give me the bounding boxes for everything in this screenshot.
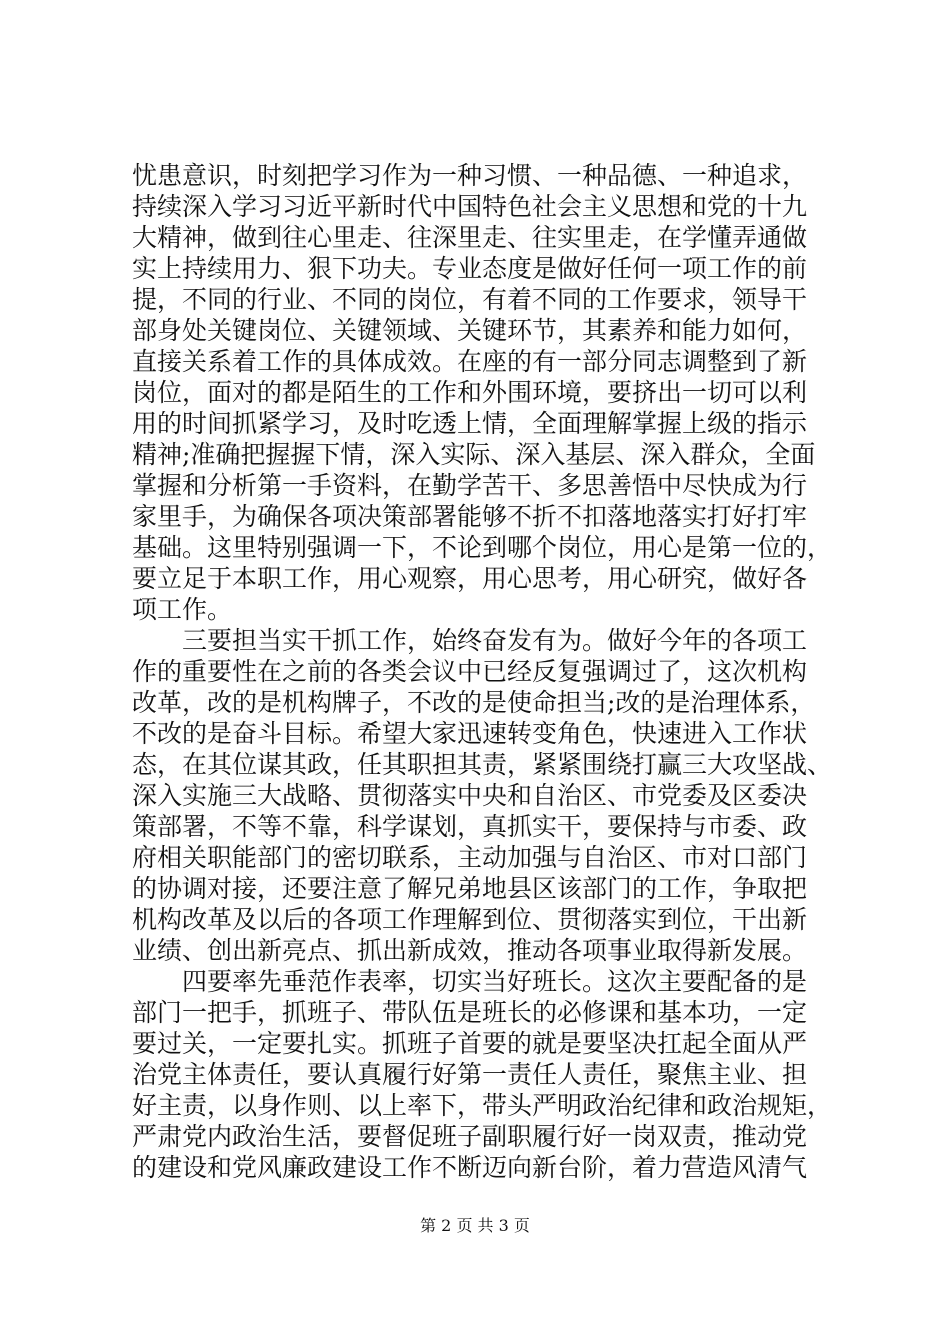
text-line: 好主责，以身作则、以上率下，带头严明政治纪律和政治规矩， bbox=[132, 1091, 833, 1120]
text-line: 改革，改的是机构牌子，不改的是使命担当;改的是治理体系， bbox=[132, 688, 816, 717]
text-line: 直接关系着工作的具体成效。在座的有一部分同志调整到了新 bbox=[132, 347, 808, 376]
text-line: 治党主体责任，要认真履行好第一责任人责任，聚焦主业、担 bbox=[132, 1060, 808, 1089]
text-line: 提，不同的行业、不同的岗位，有着不同的工作要求，领导干 bbox=[132, 285, 808, 314]
text-line: 精神;准确把握握下情，深入实际、深入基层、深入群众，全面 bbox=[132, 440, 816, 469]
text-line: 部门一把手，抓班子、带队伍是班长的必修课和基本功，一定 bbox=[132, 998, 808, 1027]
text-line: 要过关，一定要扎实。抓班子首要的就是要坚决扛起全面从严 bbox=[132, 1029, 808, 1058]
text-line: 大精神，做到往心里走、往深里走、往实里走，在学懂弄通做 bbox=[132, 223, 808, 252]
text-line: 严肃党内政治生活，要督促班子副职履行好一岗双责，推动党 bbox=[132, 1122, 808, 1151]
text-line: 深入实施三大战略、贯彻落实中央和自治区、市党委及区委决 bbox=[132, 781, 808, 810]
text-line: 家里手，为确保各项决策部署能够不折不扣落地落实打好打牢 bbox=[132, 502, 808, 531]
text-line: 态，在其位谋其政，任其职担其责，紧紧围绕打赢三大攻坚战、 bbox=[132, 750, 833, 779]
text-line: 要立足于本职工作，用心观察，用心思考，用心研究，做好各 bbox=[132, 564, 808, 593]
text-line: 的协调对接，还要注意了解兄弟地县区该部门的工作，争取把 bbox=[132, 874, 808, 903]
text-line: 用的时间抓紧学习，及时吃透上情，全面理解掌握上级的指示 bbox=[132, 409, 808, 438]
text-line: 项工作。 bbox=[132, 595, 233, 624]
text-line: 作的重要性在之前的各类会议中已经反复强调过了，这次机构 bbox=[132, 657, 808, 686]
page-footer: 第 2 页 共 3 页 bbox=[420, 1216, 530, 1235]
text-line: 不改的是奋斗目标。希望大家迅速转变角色，快速进入工作状 bbox=[132, 719, 808, 748]
text-line: 忧患意识，时刻把学习作为一种习惯、一种品德、一种追求， bbox=[132, 161, 808, 190]
text-line: 机构改革及以后的各项工作理解到位、贯彻落实到位，干出新 bbox=[132, 905, 808, 934]
text-line: 的建设和党风廉政建设工作不断迈向新台阶，着力营造风清气 bbox=[132, 1153, 808, 1182]
text-line: 部身处关键岗位、关键领域、关键环节，其素养和能力如何， bbox=[132, 316, 808, 345]
text-line: 策部署，不等不靠，科学谋划，真抓实干，要保持与市委、政 bbox=[132, 812, 808, 841]
text-line: 基础。这里特别强调一下，不论到哪个岗位，用心是第一位的， bbox=[132, 533, 833, 562]
text-line: 府相关职能部门的密切联系，主动加强与自治区、市对口部门 bbox=[132, 843, 808, 872]
text-line: 四要率先垂范作表率，切实当好班长。这次主要配备的是 bbox=[182, 967, 808, 996]
text-line: 实上持续用力、狠下功夫。专业态度是做好任何一项工作的前 bbox=[132, 254, 808, 283]
text-line: 业绩、创出新亮点、抓出新成效，推动各项事业取得新发展。 bbox=[132, 936, 808, 965]
text-line: 持续深入学习习近平新时代中国特色社会主义思想和党的十九 bbox=[132, 192, 808, 221]
text-line: 三要担当实干抓工作，始终奋发有为。做好今年的各项工 bbox=[182, 626, 808, 655]
text-line: 掌握和分析第一手资料，在勤学苦干、多思善悟中尽快成为行 bbox=[132, 471, 808, 500]
body-text bbox=[132, 160, 834, 1183]
text-line: 岗位，面对的都是陌生的工作和外围环境，要挤出一切可以利 bbox=[132, 378, 808, 407]
